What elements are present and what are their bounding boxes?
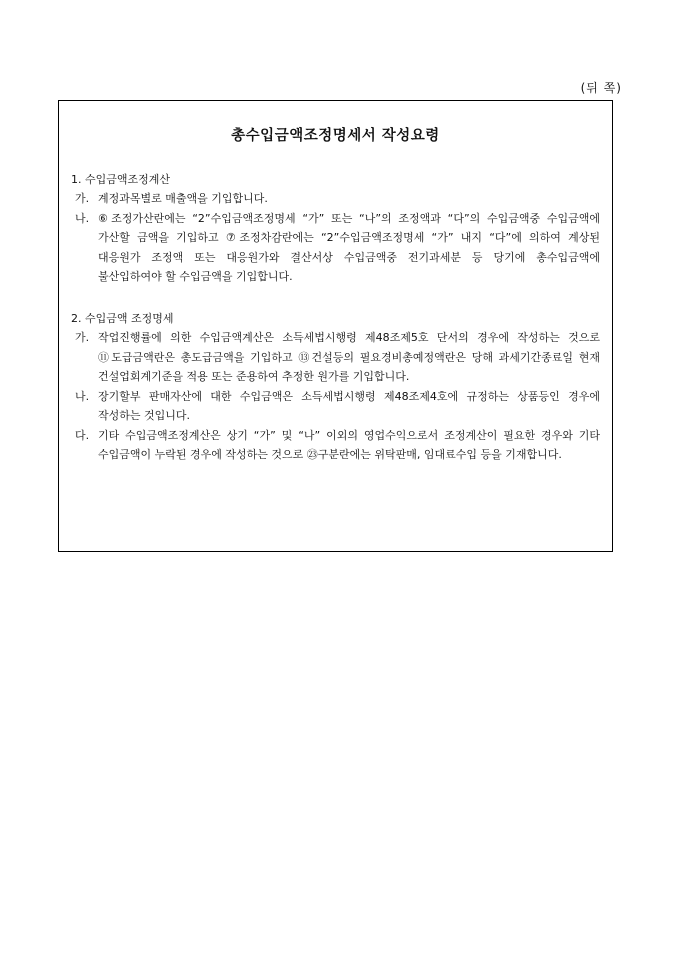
list-item xyxy=(71,387,600,426)
item-marker: 가. xyxy=(75,192,90,205)
item-marker: 가. xyxy=(75,331,90,344)
section-heading: 1. 수입금액조정계산 xyxy=(71,173,170,186)
item-marker: 다. xyxy=(75,428,90,442)
item-text: 작업진행률에 의한 수입금액계산은 소득세법시행령 제48조제5호 단서의 경우에 작성하는 것으로 ⑪도급금액란은 총도급금액을 기입하고 ⑬건설등의 필요경비총예정액란은 당해 과세기간종료일 현재 건설업회계기준을 적용 또는 준용하여 추정한 원가를 기입합니다. xyxy=(98,331,600,383)
item-marker: 나. xyxy=(75,211,90,225)
item-marker: 나. xyxy=(75,389,90,403)
list-item xyxy=(71,189,600,209)
list-item xyxy=(71,328,600,387)
list-item xyxy=(71,209,600,287)
section-revenue-adjustment-details xyxy=(71,309,600,465)
list-item xyxy=(71,426,600,465)
section-revenue-adjustment-calculation xyxy=(71,170,600,287)
item-text: 장기할부 판매자산에 대한 수입금액은 소득세법시행령 제48조제4호에 규정하는 상품등인 경우에 작성하는 것입니다. xyxy=(98,389,600,422)
section-heading: 2. 수입금액 조정명세 xyxy=(71,312,174,325)
item-text: 기타 수입금액조정계산은 상기 “가” 및 “나” 이외의 영업수익으로서 조정계산이 필요한 경우와 기타 수입금액이 누락된 경우에 작성하는 것으로 ㉓구분란에는 위탁판매, 임대료수입 등을 기재합니다. xyxy=(98,428,600,461)
document-title: 총수입금액조정명세서 작성요령 xyxy=(231,128,440,144)
item-text: ⑥조정가산란에는 “2”수입금액조정명세 “가” 또는 “나”의 조정액과 “다”의 수입금액중 수입금액에 가산할 금액을 기입하고 ⑦조정차감란에는 “2”수입금액조정명세 “가” 내지 “다”에 의하여 계상된 대응원가 조정액 또는 대응원가와 결산서상 수입금액중 전기과세분 등 당기에 총수입금액에 불산입하여야 할 수입금액을 기입합니다. xyxy=(98,211,600,283)
item-text: 계정과목별로 매출액을 기입합니다. xyxy=(98,192,268,205)
page-side-label: (뒤 쪽) xyxy=(580,81,622,95)
instructions-box xyxy=(58,100,613,552)
